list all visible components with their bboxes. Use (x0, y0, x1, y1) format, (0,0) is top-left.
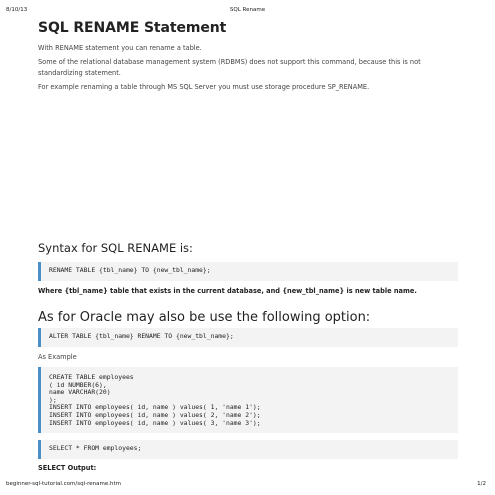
syntax-note: Where {tbl_name} table that exists in the current database, and {new_tbl_name} is new table name. (38, 287, 417, 295)
intro-paragraph-2: Some of the relational database management system (RDBMS) does not support this command, because this is not standardizing statement. (38, 58, 421, 77)
select-output-label: SELECT Output: (38, 464, 97, 472)
select-code-block: SELECT * FROM employees; (38, 440, 458, 459)
print-date: 8/10/13 (6, 7, 28, 13)
page-title: SQL RENAME Statement (38, 20, 227, 36)
intro-paragraph-1: With RENAME statement you can rename a table. (38, 44, 202, 52)
example-code-block: CREATE TABLE employees ( id NUMBER(6), name VARCHAR(20) ); INSERT INTO employees( id, name ) values( 1, 'name 1'); INSERT INTO employees( id, name ) values( 2, 'name 2'); INSERT INTO employees( id, name ) values( 3, 'name 3'); (38, 367, 458, 433)
intro-paragraph-3: For example renaming a table through MS SQL Server you must use storage procedure SP_RENAME. (38, 83, 370, 91)
syntax-code-block: RENAME TABLE {tbl_name} TO {new_tbl_name}; (38, 262, 458, 281)
oracle-code-block: ALTER TABLE {tbl_name} RENAME TO {new_tbl_name}; (38, 328, 458, 347)
example-label: As Example (38, 353, 77, 361)
syntax-heading: Syntax for SQL RENAME is: (38, 241, 193, 255)
print-page-title: SQL Rename (229, 7, 266, 13)
print-url: beginner-sql-tutorial.com/sql-rename.htm (6, 481, 121, 487)
oracle-heading: As for Oracle may also be use the following option: (38, 310, 371, 325)
print-page-number: 1/2 (477, 481, 486, 487)
